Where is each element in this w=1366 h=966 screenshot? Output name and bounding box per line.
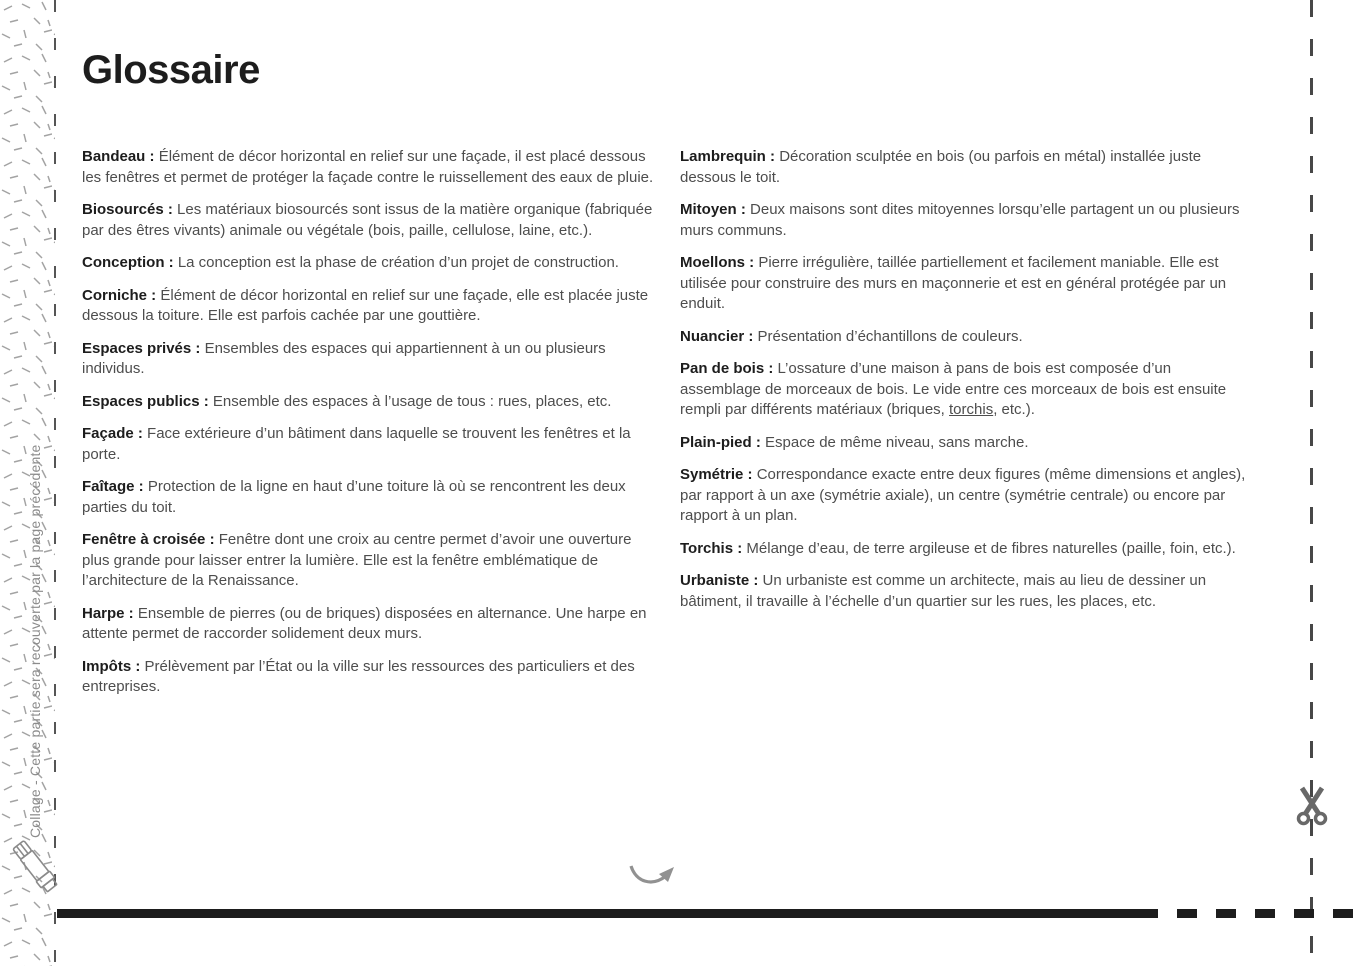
- term: Plain-pied :: [680, 433, 761, 451]
- definition-part: , etc.).: [993, 401, 1035, 418]
- glossary-column-right: [680, 147, 1252, 624]
- glossary-entry-symetrie: [680, 465, 1252, 527]
- term: Fenêtre à croisée :: [82, 531, 215, 548]
- term: Conception :: [82, 254, 174, 271]
- page-title: Glossaire: [82, 48, 260, 92]
- definition: Un urbaniste est comme un architecte, mais au lieu de dessiner un bâtiment, il travaille à l’échelle d’un quartier sur les rues, les places, etc.: [680, 572, 1207, 610]
- term: Mitoyen :: [680, 201, 746, 218]
- definition: Décoration sculptée en bois (ou parfois en métal) installée juste dessous le toit.: [680, 148, 1202, 186]
- glossary-entry-moellons: [680, 253, 1252, 315]
- fold-bar-dashed: [1158, 909, 1366, 918]
- underlined-word: torchis: [949, 401, 994, 418]
- term: Symétrie :: [680, 466, 753, 483]
- definition: Présentation d’échantillons de couleurs.: [757, 327, 1023, 345]
- glossary-entry-conception: [82, 253, 654, 274]
- definition: La conception est la phase de création d’un projet de construction.: [177, 254, 619, 271]
- term: Espaces privés :: [82, 339, 201, 357]
- glossary-entry-impots: [82, 657, 654, 698]
- definition: Ensemble des espaces à l’usage de tous : rues, places, etc.: [212, 392, 612, 410]
- glossary-entry-nuancier: [680, 327, 1252, 348]
- definition: Ensemble de pierres (ou de briques) disposées en alternance. Une harpe en attente permet de raccorder solidement deux murs.: [82, 604, 647, 642]
- glossary-entry-plain-pied: [680, 433, 1252, 454]
- glossary-entry-bandeau: [82, 147, 654, 188]
- definition: Protection de la ligne en haut d’une toiture là où se rencontrent les deux parties du toit.: [82, 478, 626, 516]
- definition: Espace de même niveau, sans marche.: [765, 433, 1029, 451]
- definition-part: L’ossature d’une maison à pans de bois est composée d’un assemblage de morceaux de bois. Le vide entre ces morceaux de bois est ensuite rempli par différents matériaux (briques,: [680, 360, 1227, 418]
- term: Bandeau :: [82, 148, 155, 165]
- glossary-entry-harpe: [82, 604, 654, 645]
- glossary-entry-corniche: [82, 286, 654, 327]
- glossary-entry-espaces-prives: [82, 339, 654, 380]
- definition: Deux maisons sont dites mitoyennes lorsqu’elle partagent un ou plusieurs murs communs.: [680, 201, 1240, 239]
- definition: Ensembles des espaces qui appartiennent à un ou plusieurs individus.: [82, 339, 606, 377]
- term: Moellons :: [680, 254, 755, 271]
- curved-arrow-icon: [626, 860, 680, 892]
- collage-note: Collage - Cette partie sera recouverte par la page précédente: [27, 444, 43, 838]
- definition: Élément de décor horizontal en relief sur une façade, il est placé dessous les fenêtres et permet de protéger la façade contre le ruissellement des eaux de pluie.: [82, 148, 654, 186]
- term: Corniche :: [82, 286, 157, 304]
- glossary-entry-pan-de-bois: [680, 359, 1252, 421]
- glossary-entry-lambrequin: [680, 147, 1252, 188]
- definition: Face extérieure d’un bâtiment dans laquelle se trouvent les fenêtres et la porte.: [82, 425, 631, 463]
- glue-stick-icon: [6, 820, 70, 916]
- term: Urbaniste :: [680, 572, 759, 589]
- definition: Mélange d’eau, de terre argileuse et de fibres naturelles (paille, foin, etc.).: [746, 539, 1236, 557]
- term: Nuancier :: [680, 327, 754, 345]
- term: Façade :: [82, 425, 143, 442]
- definition: Correspondance exacte entre deux figures (même dimensions et angles), par rapport à un axe (symétrie axiale), un centre (symétrie centrale) ou encore par rapport à un plan.: [680, 466, 1246, 524]
- glossary-entry-urbaniste: [680, 571, 1252, 612]
- definition: Élément de décor horizontal en relief sur une façade, elle est placée juste dessous la toiture. Elle est parfois cachée par une gouttière.: [82, 286, 649, 324]
- glossary-entry-torchis: [680, 539, 1252, 560]
- term: Biosourcés :: [82, 201, 173, 218]
- term: Lambrequin :: [680, 148, 776, 165]
- term: Pan de bois :: [680, 360, 774, 377]
- glossary-entry-faitage: [82, 477, 654, 518]
- definition: Fenêtre dont une croix au centre permet d’avoir une ouverture plus grande pour laisser entrer la lumière. Elle est la fenêtre emblématique de l’architecture de la Renaissance.: [82, 531, 632, 589]
- term: Torchis :: [680, 539, 743, 557]
- glossary-entry-mitoyen: [680, 200, 1252, 241]
- glossary-column-left: [82, 147, 654, 710]
- glossary-entry-biosources: [82, 200, 654, 241]
- definition: Prélèvement par l’État ou la ville sur les ressources des particuliers et des entreprises.: [82, 657, 635, 695]
- definition: Les matériaux biosourcés sont issus de la matière organique (fabriquée par des êtres vivants) animale ou végétale (bois, paille, cellulose, laine, etc.).: [82, 201, 653, 239]
- term: Impôts :: [82, 657, 141, 675]
- definition: Pierre irrégulière, taillée partiellement et facilement maniable. Elle est utilisée pour construire des murs en maçonnerie et est en général protégée par un enduit.: [680, 254, 1227, 312]
- term: Espaces publics :: [82, 392, 209, 410]
- scissors-icon: [1292, 784, 1334, 826]
- glossary-entry-fenetre-a-croisee: [82, 530, 654, 592]
- term: Faîtage :: [82, 478, 144, 495]
- fold-bar: [57, 909, 1158, 918]
- glossary-entry-facade: [82, 424, 654, 465]
- term: Harpe :: [82, 604, 134, 622]
- glossary-entry-espaces-publics: [82, 392, 654, 413]
